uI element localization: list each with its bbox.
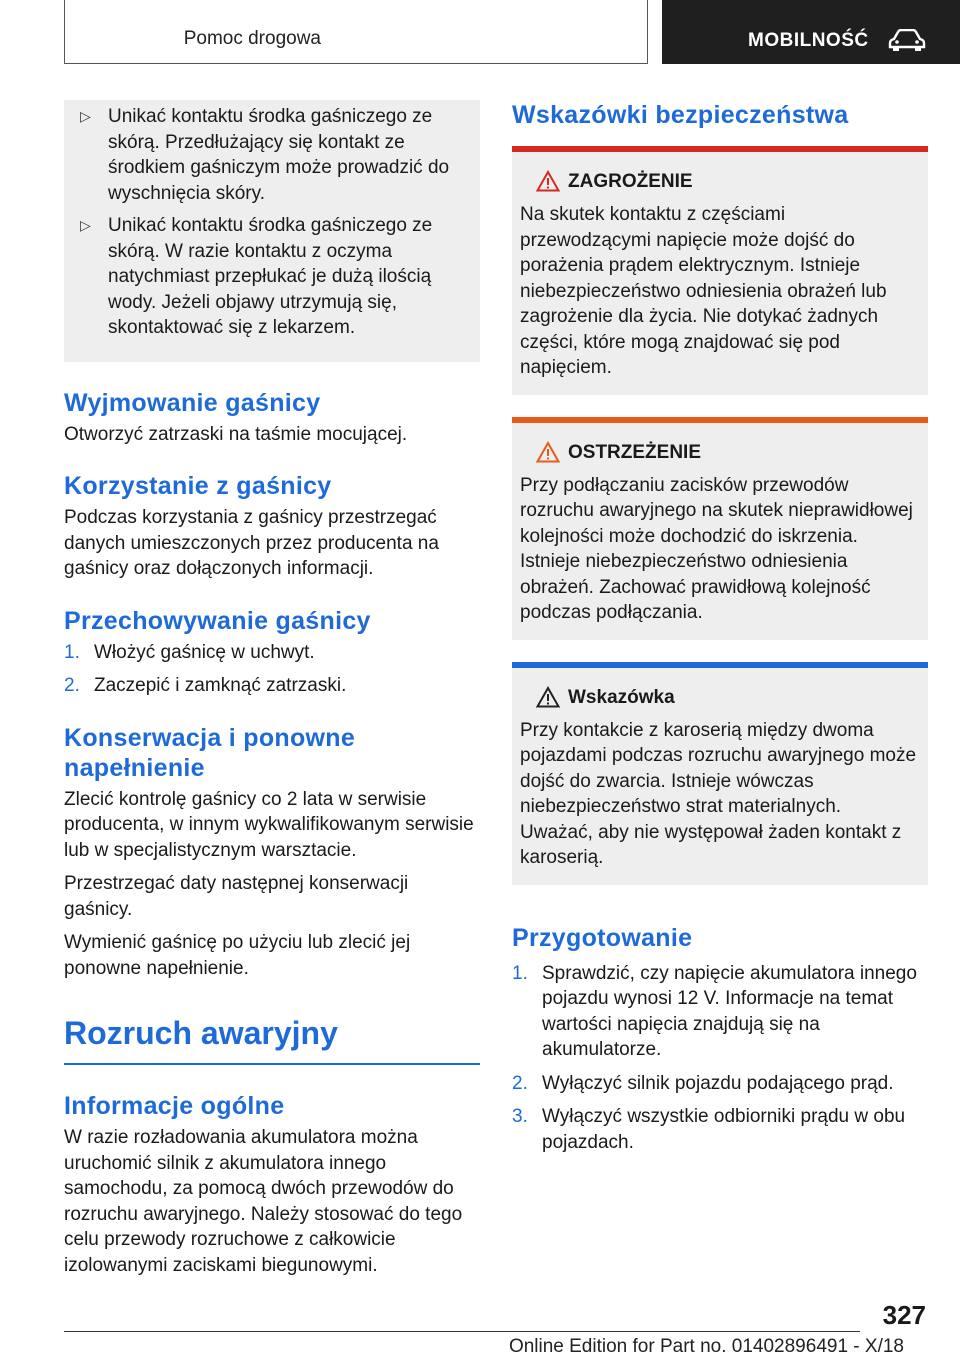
heading-general-info: Informacje ogólne [64, 1092, 285, 1120]
right-column [512, 100, 928, 1163]
step-number: 1. [512, 962, 528, 984]
step-text: Włożyć gaśnicę w uchwyt. [94, 641, 315, 663]
note-bullet-text: Unikać kontaktu środka gaśniczego ze skórą. W razie kontaktu z oczyma natychmiast przepłukać je dużą ilością wody. Jeżeli objawy utrzymują się, skontaktować się z lekarzem. [108, 215, 433, 338]
header-chapter-title: MOBILNOŚĆ [748, 30, 869, 51]
prep-step [512, 961, 928, 1063]
note-bullet [64, 213, 480, 341]
step-text: Wyłączyć wszystkie odbiorniki prądu w obu pojazdach. [542, 1106, 906, 1153]
page-number: 327 [882, 1300, 926, 1330]
prep-step [512, 1104, 928, 1155]
storage-step [64, 673, 480, 699]
warning-title: Wskazówka [520, 686, 918, 710]
general-info-text: W razie rozładowania akumulatora można uruchomić silnik z akumulatora innego samochodu, za pomocą dwóch przewodów do rozruchu awaryjnego. Należy stosować do tego celu przewody rozruchowe z całkowicie izolowanymi zaciskami biegunowymi. [64, 1127, 463, 1276]
warning-text: Na skutek kontaktu z częściami przewodzącymi napięcie może dojść do porażenia prądem elektrycznym. Istnieje niebezpieczeństwo odniesienia obrażeń lub zagrożenie dla życia. Nie dotykać żadnych części, które mogą znajdować się pod napięciem. [520, 204, 887, 378]
warning-box-note [512, 662, 928, 885]
warning-title: OSTRZEŻENIE [520, 441, 918, 465]
step-text: Sprawdzić, czy napięcie akumulatora innego pojazdu wynosi 12 V. Informacje na temat wartości napięcia znajdują się na akumulatorze. [542, 962, 917, 1060]
footer-edition: Online Edition for Part no. 01402896491 - X/18 [508, 1336, 904, 1357]
warning-triangle-icon [536, 170, 560, 192]
prep-step [512, 1071, 928, 1097]
warning-title: ZAGROŻENIE [520, 170, 918, 194]
note-bullet [64, 104, 480, 206]
warning-text: Przy podłączaniu zacisków przewodów rozruchu awaryjnego na skutek nieprawidłowej kolejności może dochodzić do iskrzenia. Istnieje niebezpieczeństwo odniesienia obrażeń. Zachować prawidłową kolejność podczas podłączania. [520, 474, 913, 623]
step-number: 1. [64, 641, 80, 663]
step-text: Zaczepić i zamknąć zatrzaski. [94, 675, 347, 696]
note-bullet-text: Unikać kontaktu środka gaśniczego ze skórą. Przedłużający się kontakt ze środkiem gaśniczym może prowadzić do wyschnięcia skóry. [108, 106, 450, 204]
heading-storage: Przechowywanie gaśnicy [64, 606, 371, 635]
warning-triangle-icon [536, 441, 560, 463]
header-section-title: Pomoc drogowa [183, 28, 321, 49]
heading-maintenance: Konserwacja i ponowne napełnienie [64, 723, 356, 782]
remove-extinguisher-text: Otworzyć zatrzaski na taśmie mocującej. [64, 423, 408, 445]
heading-preparation: Przygotowanie [512, 923, 693, 952]
step-text: Wyłączyć silnik pojazdu podającego prąd. [542, 1072, 894, 1094]
warning-box-danger [512, 146, 928, 395]
extinguisher-note-box [64, 100, 480, 362]
header-chapter-tab[interactable] [662, 0, 960, 64]
heading-use-extinguisher: Korzystanie z gaśnicy [64, 472, 332, 500]
footer-divider [64, 1331, 860, 1332]
step-number: 3. [512, 1106, 528, 1127]
step-number: 2. [64, 675, 80, 696]
car-icon [888, 29, 926, 51]
warning-box-caution [512, 417, 928, 640]
storage-step [64, 640, 480, 666]
triangle-bullet-icon: ▷ [80, 108, 91, 124]
maintenance-text: Wymienić gaśnicę po użyciu lub zlecić jej ponowne napełnienie. [64, 932, 411, 979]
maintenance-text: Przestrzegać daty następnej konserwacji gaśnicy. [64, 873, 409, 920]
chapter-title-jumpstart: Rozruch awaryjny [64, 1015, 338, 1051]
heading-safety: Wskazówki bezpieczeństwa [512, 101, 849, 129]
chapter-title-block [64, 1013, 480, 1065]
warning-triangle-icon [536, 686, 560, 708]
maintenance-text: Zlecić kontrolę gaśnicy co 2 lata w serwisie producenta, w innym wykwalifikowanym serwisie lub w specjalistycznym warsztacie. [64, 788, 474, 861]
heading-remove-extinguisher: Wyjmowanie gaśnicy [64, 388, 321, 417]
step-number: 2. [512, 1072, 528, 1094]
left-column [64, 100, 480, 1286]
use-extinguisher-text: Podczas korzystania z gaśnicy przestrzegać danych umieszczonych przez producenta na gaśnicy oraz dołączonych informacji. [64, 507, 439, 579]
triangle-bullet-icon: ▷ [80, 217, 91, 233]
header-section-box [64, 0, 648, 64]
warning-text: Przy kontakcie z karoserią między dwoma pojazdami podczas rozruchu awaryjnego może dojść do zwarcia. Istnieje wówczas niebezpieczeństwo strat materialnych. Uważać, aby nie występował żaden kontakt z karoserią. [520, 719, 917, 868]
